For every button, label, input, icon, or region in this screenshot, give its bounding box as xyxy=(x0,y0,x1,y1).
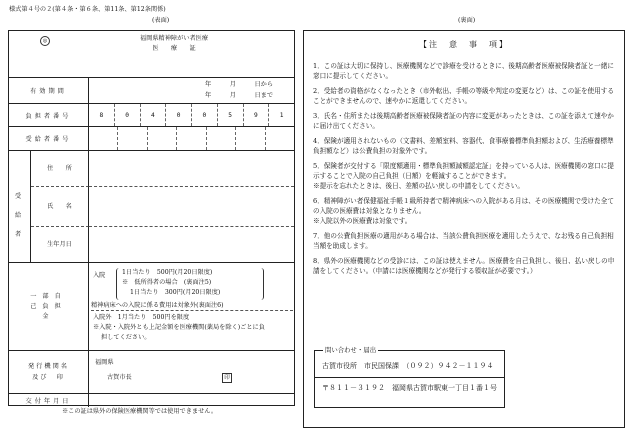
notice-subnote: ※入院以外の医療費は対象です。 xyxy=(313,217,412,225)
notice-title: 【注 意 事 項】 xyxy=(419,40,509,49)
copay-per-institution-note-cont: 担してください。 xyxy=(101,334,151,341)
contact-box xyxy=(314,346,505,408)
form-number-note: 様式第４号の２(第４条・第６条、第11条、第12条関係) xyxy=(9,6,166,13)
issuer-block xyxy=(9,351,294,394)
inpatient-label: 入院 xyxy=(93,272,106,279)
payer-digit: 5 xyxy=(218,104,244,126)
name-value xyxy=(89,187,294,227)
payer-number-digits xyxy=(89,104,294,126)
recipient-digit xyxy=(266,127,294,150)
inpatient-low-income-note: ※ 低所得者の場合 (裏面注5) xyxy=(122,279,212,286)
validity-to: 年 月 日まで xyxy=(205,92,274,99)
payer-digit: 1 xyxy=(279,111,284,119)
back-side-label: (裏面) xyxy=(458,17,476,24)
certificate-title: 医 療 証 xyxy=(152,45,196,52)
issue-date-label: 交付年月日 xyxy=(9,394,89,407)
issuer-label-1: 発行機関名 xyxy=(28,362,69,370)
notice-item: 7．他の公費負担医療の適用がある場合は、当該公費負担医療を適用したうえで、なお残る自己負担相当額を助成します。 xyxy=(313,232,614,250)
recipient-block xyxy=(9,151,294,263)
payer-number-label: 負担者番号 xyxy=(9,104,89,126)
out-of-prefecture-note: ※この証は県外の保険医療機関等では使用できません。 xyxy=(62,408,218,415)
issuer-label-2: 及び 印 xyxy=(32,373,65,381)
name-label-cell xyxy=(31,187,89,227)
contact-office: 古賀市役所 市民国保課 （０９２）９４２－１１９４ xyxy=(322,362,494,370)
recipient-label: 受給者 xyxy=(15,193,22,238)
contact-divider xyxy=(315,377,504,378)
recipient-side-col xyxy=(9,151,31,262)
payer-digit: 0 xyxy=(166,104,192,126)
payer-digit: 4 xyxy=(141,104,167,126)
issuer-label-cell xyxy=(9,351,89,393)
birthdate-label-cell xyxy=(31,227,89,263)
payer-number-row xyxy=(9,104,294,127)
notice-list xyxy=(313,61,617,281)
front-side-label: (表面) xyxy=(152,17,170,24)
official-seal-icon: 印 xyxy=(222,373,232,383)
inpatient-rate-normal: 1日当たり 500円(月20日限度) xyxy=(122,269,213,276)
recipient-digit xyxy=(148,127,177,150)
recipient-number-label: 受給者番号 xyxy=(9,127,89,150)
outpatient-rate: 入院外 1月当たり 500円を限度 xyxy=(93,314,190,321)
payer-digit: 0 xyxy=(192,104,218,126)
payer-digit: 9 xyxy=(244,104,270,126)
address-label: 住 所 xyxy=(47,164,72,172)
notice-item: 8．県外の医療機関などの受診には、この証は使えません。医療費を自己負担し、後日、払い戻しの申請をしてください。（申請には医療機関などが発行する領収証が必要です。） xyxy=(313,257,615,275)
validity-row xyxy=(9,78,294,104)
payer-digit: 8 xyxy=(89,104,115,126)
issuer-mayor: 古賀市長 xyxy=(107,374,132,381)
issue-date-row xyxy=(9,394,294,407)
address-label-cell xyxy=(31,151,89,187)
issuer-name: 福岡県精神障がい者医療 xyxy=(139,35,209,42)
notice-item: 3．氏名・住所または後期高齢者医療被保険者証の内容に変更があったときは、この証を添えて速やかに届け出てください。 xyxy=(313,112,614,130)
recipient-number-digits xyxy=(89,127,294,150)
inpatient-rate-low-income: 1日当たり 300円(月20日限度) xyxy=(130,289,221,296)
copay-block xyxy=(9,263,294,351)
birthdate-label: 生年月日 xyxy=(47,241,72,248)
recipient-digit xyxy=(177,127,206,150)
prefecture-emblem-icon: ◎ xyxy=(40,36,50,46)
contact-address: 〒８１１－３１９２ 福岡県古賀市駅東一丁目１番１号 xyxy=(322,384,497,392)
recipient-number-row xyxy=(9,127,294,151)
recipient-digit xyxy=(89,127,118,150)
copay-per-institution-note: ※入院・入院外とも上記金額を医療機関(薬局を除く)ごとに負 xyxy=(93,324,265,331)
notice-subnote: ※提示を忘れたときは、後日、差額の払い戻しの申請をしてください。 xyxy=(313,182,524,190)
notice-item: 6．精神障がい者保健福祉手帳１級所持者で精神病床への入院がある月は、その医療機関で受けた全ての入院の医療費は対象となりません。 xyxy=(313,197,614,215)
validity-label: 有効期間 xyxy=(9,78,89,103)
notice-item: 2．受給者の資格がなくなったとき（市外転出、手帳の等級や判定の変更など）は、この証を使用することができませんので、速やかに返還してください。 xyxy=(313,87,614,105)
notice-item: 1．この証は大切に保持し、医療機関などで診療を受けるときに、後期高齢者医療被保険者証と一緒に窓口に提示してください。 xyxy=(313,62,614,80)
payer-digit: 0 xyxy=(115,104,141,126)
contact-title: 問い合わせ・届出 xyxy=(325,346,377,354)
psych-ward-note: 精神病床への入院に係る費用は対象外(裏面注6) xyxy=(91,302,293,311)
copay-label-cell xyxy=(9,263,89,350)
certificate-back xyxy=(303,30,625,428)
title-block xyxy=(89,35,259,53)
name-label: 氏 名 xyxy=(47,202,72,210)
certificate-front xyxy=(8,30,295,406)
issuer-prefecture: 福岡県 xyxy=(95,359,114,366)
address-value xyxy=(89,151,294,187)
recipient-digit xyxy=(118,127,147,150)
title-row xyxy=(9,31,294,78)
validity-from: 年 月 日から xyxy=(205,81,274,88)
notice-item: 4．保険が適用されないもの（文書料、差額室料、容器代、食事療養標準負担額および、生活療養標準負担額など）は公費負担の対象外です。 xyxy=(313,137,614,155)
recipient-digit xyxy=(207,127,236,150)
copay-label: 一部自己負担金 xyxy=(30,292,67,320)
recipient-digit xyxy=(236,127,265,150)
notice-item: 5．保険者が交付する「限度額適用・標準負担額減額認定証」を持っている人は、医療機関の窓口に提示することで入院の自己負担（日額）を軽減することができます。 xyxy=(313,162,614,180)
